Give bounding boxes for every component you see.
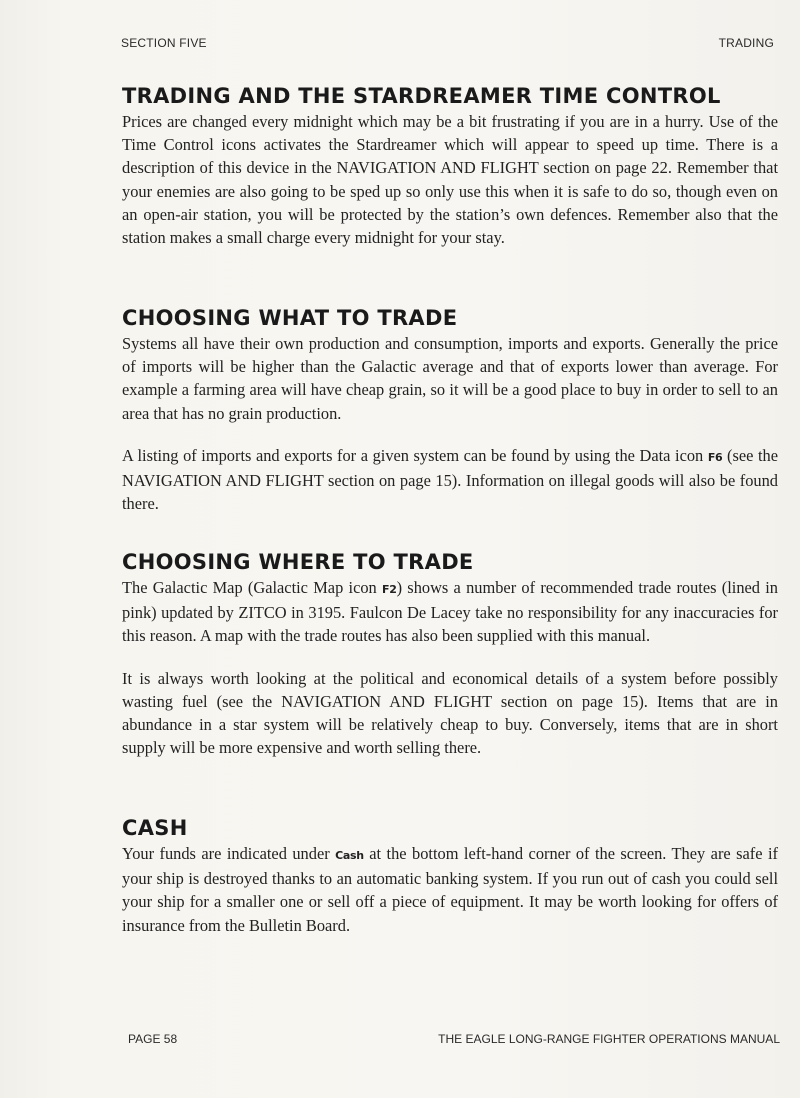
- section-heading: CASH: [122, 816, 188, 840]
- paragraph-text: (see the NAVIGATION AND FLIGHT section on page 15). Information on illegal goods will also be found there.: [122, 445, 778, 514]
- paragraph: [122, 576, 778, 648]
- data-icon-key: F6: [707, 450, 723, 464]
- section-cash: [122, 816, 778, 937]
- paragraph: Systems all have their own production and consumption, imports and exports. Generally the price of imports will be higher than the Galactic average and that of exports lower than average. For example a farming area will have cheap grain, so it will be a good place to buy in order to sell to an area that has no grain production.: [122, 334, 778, 423]
- paragraph: It is always worth looking at the political and economical details of a system before possibly wasting fuel (see the NAVIGATION AND FLIGHT section on page 15). Items that are in abundance in a star system will be relatively cheap to buy. Conversely, items that are in short supply will be more expensive and worth selling there.: [122, 668, 778, 758]
- paragraph: Prices are changed every midnight which may be a bit frustrating if you are in a hurry. Use of the Time Control icons activates the Stardreamer which will appear to speed up time. There is a description of this device in the NAVIGATION AND FLIGHT section on page 22. Remember that your enemies are also going to be sped up so only use this when it is safe to do so, though even on an open-air station, you will be protected by the station’s own defences. Remember also that the station makes a small charge every midnight for your stay.: [122, 112, 778, 248]
- paragraph-text: at the bottom left-hand corner of the screen. They are safe if your ship is destroyed thanks to an automatic banking system. If you run out of cash you could sell your ship for a smaller one or sell off a piece of equipment. It may be worth looking for offers of insurance from the Bulletin Board.: [122, 844, 778, 935]
- paragraph: [122, 842, 778, 937]
- paragraph-text: ) shows a number of recommended trade routes (lined in pink) updated by ZITCO in 3195. Faulcon De Lacey take no responsibility for any inaccuracies for this reason. A map with the trade routes has also been supplied with this manual.: [122, 578, 778, 646]
- manual-title: THE EAGLE LONG-RANGE FIGHTER OPERATIONS MANUAL: [438, 1032, 780, 1046]
- page-number: PAGE 58: [128, 1032, 178, 1046]
- paragraph-text: A listing of imports and exports for a given system can be found by using the Data icon: [122, 445, 704, 465]
- chapter-label: TRADING: [718, 36, 774, 50]
- paragraph: [122, 444, 778, 516]
- galactic-map-key: F2: [382, 583, 397, 596]
- section-time-control: [122, 84, 778, 249]
- section-heading: TRADING AND THE STARDREAMER TIME CONTROL: [122, 84, 721, 108]
- paragraph-text: Your funds are indicated under: [122, 844, 330, 863]
- paragraph-text: The Galactic Map (Galactic Map icon: [122, 578, 377, 597]
- section-heading: CHOOSING WHAT TO TRADE: [122, 306, 458, 330]
- section-label: SECTION FIVE: [121, 36, 207, 50]
- section-what-to-trade: [122, 306, 778, 515]
- section-heading: CHOOSING WHERE TO TRADE: [122, 550, 474, 574]
- cash-label: Cash: [335, 849, 364, 862]
- section-where-to-trade: [122, 550, 778, 759]
